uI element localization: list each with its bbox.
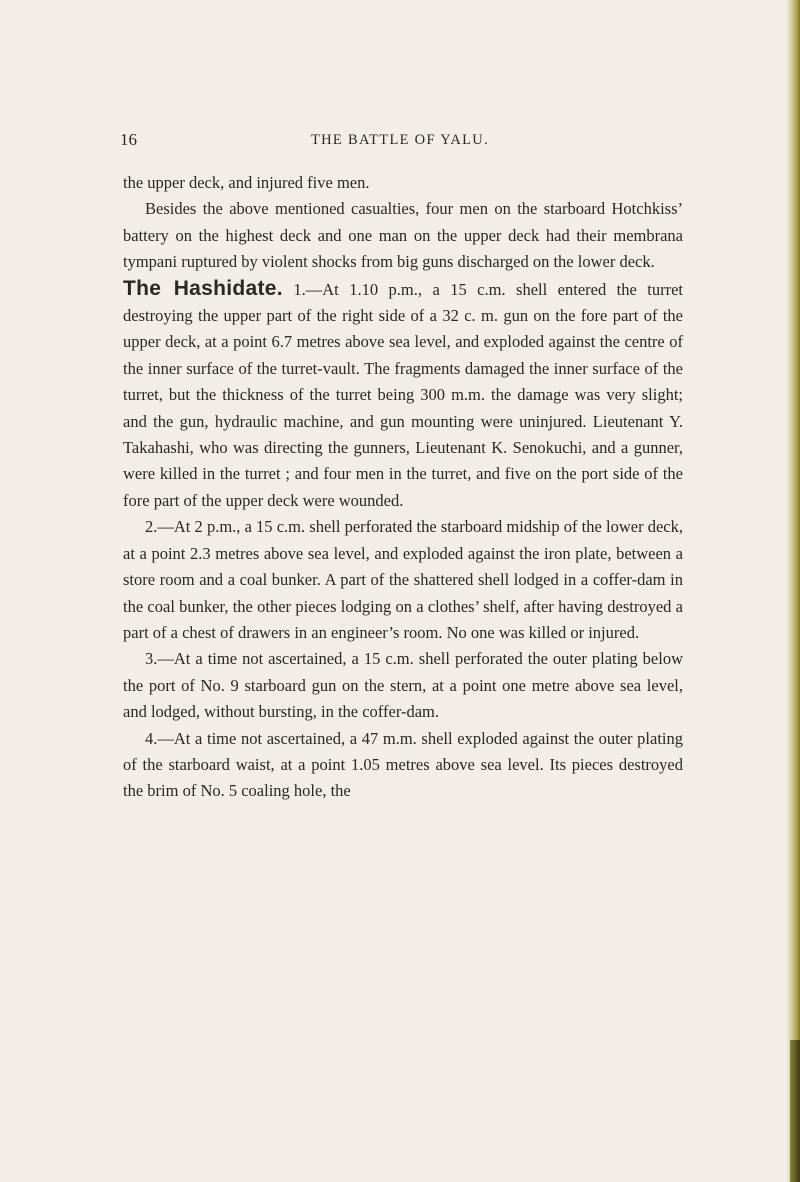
- paragraph-hashidate-4: 4.—At a time not ascertained, a 47 m.m. shell exploded against the outer plating of the starboard waist, at a point 1.05 metres above sea level. Its pieces destroyed the brim of No. 5 coaling hole, the: [123, 728, 683, 801]
- page-edge: [786, 0, 800, 1182]
- page-header: [120, 130, 680, 154]
- page-edge-shadow: [790, 1040, 800, 1182]
- paragraph-text: 1.—At 1.10 p.m., a 15 c.m. shell entered the turret destroying the upper part of the right side of a 32 c. m. gun on the fore part of the upper deck, at a point 6.7 metres above sea level, and exploded against the centre of the inner surface of the turret-vault. The fragments damaged the inner surface of the turret, but the thickness of the turret being 300 m.m. the damage was very slight; and the gun, hydraulic machine, and gun mounting were uninjured. Lieutenant Y. Takahashi, who was directing the gunners, Lieutenant K. Senokuchi, and a gunner, were killed in the turret ; and four men in the turret, and five on the port side of the fore part of the upper deck were wounded.: [123, 279, 684, 510]
- page-number: 16: [120, 130, 137, 149]
- paragraph-hashidate-3: 3.—At a time not ascertained, a 15 c.m. shell perforated the outer plating below the port of No. 9 starboard gun on the stern, at a point one metre above sea level, and lodged, without bursting, in the coffer-dam.: [123, 649, 683, 722]
- body-text: [123, 170, 683, 805]
- section-heading: The Hashidate.: [123, 276, 283, 300]
- running-head: THE BATTLE OF YALU.: [310, 132, 489, 148]
- paragraph-casualties: Besides the above mentioned casualties, four men on the starboard Hotchkiss’ battery on the highest deck and one man on the upper deck had their membrana tympani ruptured by violent shocks from big guns discharged on the lower deck.: [123, 199, 683, 272]
- paragraph-hashidate-2: 2.—At 2 p.m., a 15 c.m. shell perforated the starboard midship of the lower deck, at a point 2.3 metres above sea level, and exploded against the iron plate, between a store room and a coal bunker. A part of the shattered shell lodged in a coffer-dam in the coal bunker, the other pieces lodging on a clothes’ shelf, after having destroyed a part of a chest of drawers in an engineer’s room. No one was killed or injured.: [123, 517, 683, 642]
- paragraph-hashidate-1: [123, 276, 683, 515]
- paragraph-continued: the upper deck, and injured five men.: [123, 173, 370, 192]
